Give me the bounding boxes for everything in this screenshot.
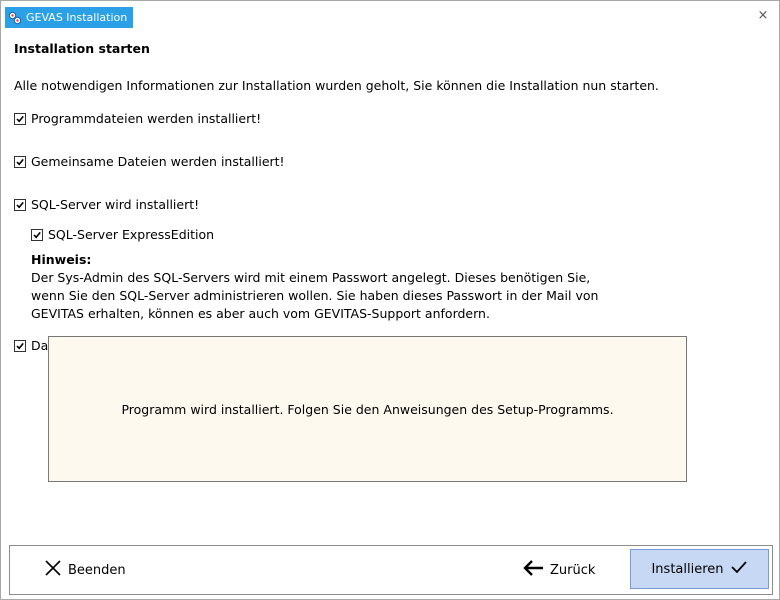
hint-line: Der Sys-Admin des SQL-Servers wird mit einem Passwort angelegt. Dieses benötigen Sie, [31, 270, 591, 285]
checkbox-checked-icon[interactable] [14, 113, 26, 125]
intro-text: Alle notwendigen Informationen zur Installation wurden geholt, Sie können die Installation nun starten. [14, 78, 659, 93]
hint-line: GEVITAS erhalten, können es aber auch vom GEVITAS-Support anfordern. [31, 306, 490, 321]
window-title: GEVAS Installation [26, 11, 128, 24]
check-partially-hidden[interactable] [14, 338, 48, 353]
check-label: Gemeinsame Dateien werden installiert! [31, 154, 285, 169]
hint-line: wenn Sie den SQL-Server administrieren wollen. Sie haben dieses Passwort in der Mail von [31, 288, 599, 303]
hint-title: Hinweis: [31, 252, 92, 267]
window-title-tab [5, 7, 133, 28]
progress-overlay [48, 336, 687, 482]
gevas-app-icon [8, 11, 22, 25]
beenden-label: Beenden [68, 562, 126, 578]
checkbox-checked-icon[interactable] [14, 156, 26, 168]
checkbox-checked-icon[interactable] [14, 199, 26, 211]
check-programmdateien[interactable] [14, 111, 261, 126]
zurueck-label: Zurück [550, 562, 596, 578]
check-gemeinsame-dateien[interactable] [14, 154, 285, 169]
overlay-message: Programm wird installiert. Folgen Sie den Anweisungen des Setup-Programms. [121, 401, 614, 417]
zurueck-button[interactable] [522, 559, 595, 581]
checkbox-checked-icon[interactable] [14, 340, 26, 352]
title-bar [1, 1, 779, 31]
close-window-button[interactable]: × [757, 8, 769, 23]
section-title: Installation starten [14, 41, 150, 56]
check-sql-express[interactable] [31, 227, 214, 242]
check-label: Programmdateien werden installiert! [31, 111, 262, 126]
hint-block [31, 251, 598, 323]
close-x-icon [44, 559, 62, 581]
installieren-label: Installieren [651, 561, 724, 577]
check-label: Da [31, 338, 49, 353]
check-label: SQL-Server wird installiert! [31, 197, 200, 212]
arrow-left-icon [522, 559, 544, 581]
checkmark-icon [730, 559, 748, 579]
installieren-button[interactable] [630, 549, 769, 589]
beenden-button[interactable] [44, 559, 126, 581]
checkbox-checked-icon[interactable] [31, 229, 43, 241]
footer-bar [9, 545, 773, 595]
check-sql-server[interactable] [14, 197, 199, 212]
check-label: SQL-Server ExpressEdition [48, 227, 215, 242]
